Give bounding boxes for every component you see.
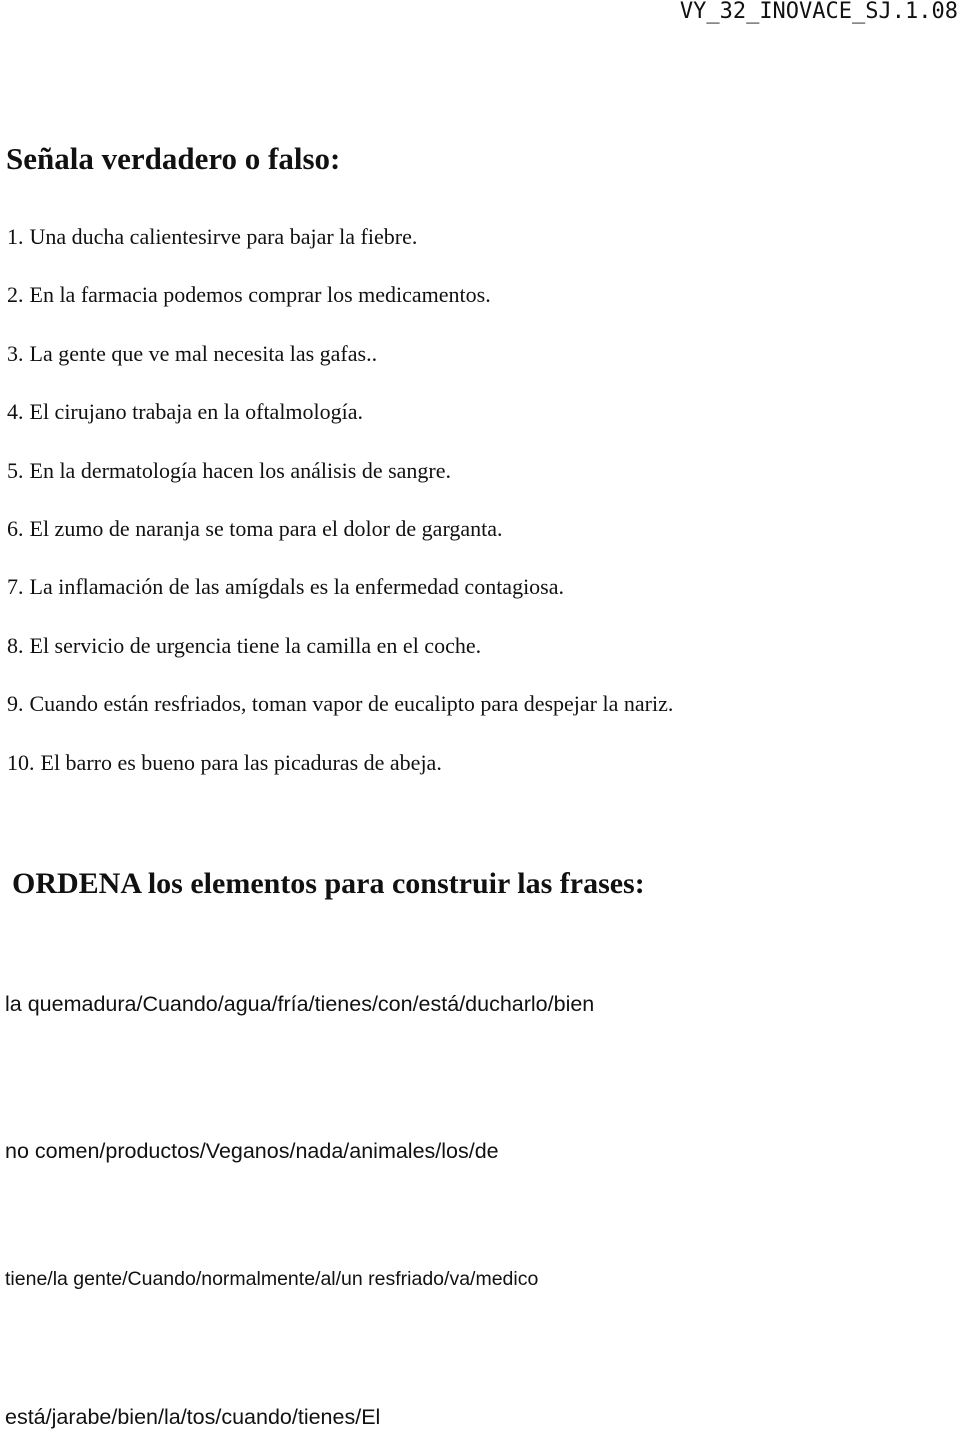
list-item (0, 512, 673, 570)
item-number: 6. (7, 515, 24, 541)
scrambled-phrase-2: no comen/productos/Veganos/nada/animales/los/de (5, 1139, 499, 1163)
list-item (0, 746, 673, 804)
list-item (0, 395, 673, 453)
item-text: La inflamación de las amígdals es la enfermedad contagiosa. (29, 574, 565, 600)
item-text: Cuando están resfriados, toman vapor de eucalipto para despejar la nariz. (29, 691, 674, 717)
item-text: El servicio de urgencia tiene la camilla en el coche. (29, 632, 482, 658)
item-text: En la dermatología hacen los análisis de sangre. (29, 457, 452, 483)
item-number: 8. (7, 632, 24, 658)
list-item (0, 570, 673, 628)
item-text: El zumo de naranja se toma para el dolor de garganta. (29, 515, 503, 541)
true-false-list (0, 220, 673, 804)
item-text: La gente que ve mal necesita las gafas.. (29, 340, 378, 366)
list-item (0, 687, 673, 745)
section-order-title: ORDENA los elementos para construir las frases: (12, 867, 645, 900)
list-item (0, 454, 673, 512)
item-number: 9. (7, 691, 24, 717)
list-item (0, 278, 673, 336)
item-number: 7. (7, 574, 24, 600)
item-number: 5. (7, 457, 24, 483)
list-item (0, 629, 673, 687)
scrambled-phrase-4: está/jarabe/bien/la/tos/cuando/tienes/El (5, 1405, 381, 1429)
item-text: Una ducha calientesirve para bajar la fiebre. (29, 224, 418, 249)
item-number: 2. (7, 282, 24, 308)
item-number: 10. (7, 749, 35, 775)
document-code: VY_32_INOVACE_SJ.1.08 (679, 0, 958, 24)
list-item (0, 337, 673, 395)
section-true-false-title: Señala verdadero o falso: (6, 141, 341, 176)
item-number: 4. (7, 399, 24, 425)
item-text: El barro es bueno para las picaduras de abeja. (40, 749, 442, 775)
scrambled-phrase-3: tiene/la gente/Cuando/normalmente/al/un resfriado/va/medico (5, 1268, 539, 1290)
list-item (0, 220, 673, 278)
item-text: El cirujano trabaja en la oftalmología. (29, 399, 364, 425)
item-number: 3. (7, 340, 24, 366)
item-text: En la farmacia podemos comprar los medicamentos. (29, 282, 491, 308)
item-number: 1. (7, 224, 24, 249)
scrambled-phrase-1: la quemadura/Cuando/agua/fría/tienes/con/está/ducharlo/bien (5, 992, 595, 1016)
